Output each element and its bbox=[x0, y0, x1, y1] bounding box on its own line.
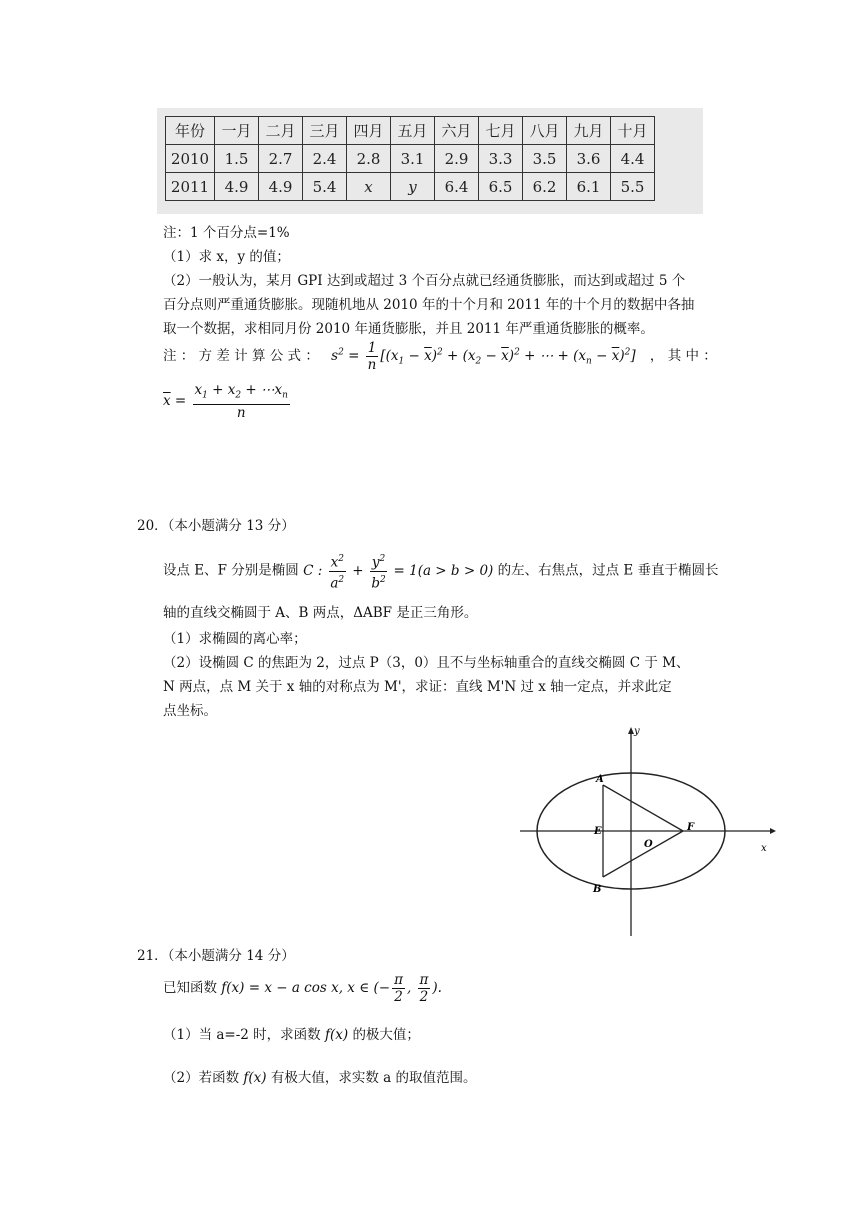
q21-heading: 21．（本小题满分 14 分） bbox=[137, 948, 295, 964]
table-cell: 四月 bbox=[347, 117, 391, 145]
q19-part2-line3: 取一个数据，求相同月份 2010 年通货膨胀，并且 2011 年严重通货膨胀的概率。 bbox=[163, 321, 654, 337]
table-cell: 2.7 bbox=[259, 145, 303, 173]
table-header-row bbox=[166, 117, 655, 145]
table-cell: 3.6 bbox=[567, 145, 611, 173]
label-f: F bbox=[687, 822, 695, 833]
table-cell: 5.5 bbox=[611, 173, 655, 201]
function-definition: f(x) = x − a cos x, x ∈ (− $\frac{\pi}{2}$ , $\frac{\pi}{2}$ ). bbox=[221, 972, 442, 1005]
table-cell: 六月 bbox=[435, 117, 479, 145]
q20-part2-line1: （2）设椭圆 C 的焦距为 2，过点 P（3，0）且不与坐标轴重合的直线交椭圆 C 于 M、 bbox=[163, 655, 690, 671]
table-cell: 2.9 bbox=[435, 145, 479, 173]
ellipse-equation: C : $\frac{x^2}{a^2}$ + $\frac{y^2}{b^2}$ = 1(a > b > 0) bbox=[303, 563, 493, 579]
table-cell: 九月 bbox=[567, 117, 611, 145]
table-cell: 七月 bbox=[479, 117, 523, 145]
fx-symbol: f(x) bbox=[243, 1070, 267, 1086]
formula-tail: ， 其 中 ： bbox=[649, 348, 717, 364]
table-cell: 3.5 bbox=[523, 145, 567, 173]
q20-line1-b: 的左、右焦点，过点 E 垂直于椭圆长 bbox=[497, 562, 719, 579]
variance-formula-line bbox=[163, 340, 717, 373]
table-cell: 2.8 bbox=[347, 145, 391, 173]
q21-part1 bbox=[163, 1023, 420, 1043]
table-cell: 五月 bbox=[391, 117, 435, 145]
table-cell: 4.9 bbox=[259, 173, 303, 201]
q21-part2-a: （2）若函数 bbox=[163, 1070, 240, 1086]
table-cell: 3.3 bbox=[479, 145, 523, 173]
q21-part1-b: 的极大值； bbox=[352, 1027, 420, 1043]
table-cell: 6.4 bbox=[435, 173, 479, 201]
q19-part2-line2: 百分点则严重通货膨胀。现随机地从 2010 年的十个月和 2011 年的十个月的数据中各抽 bbox=[163, 297, 695, 313]
q21-line1 bbox=[163, 972, 442, 1005]
label-a: A bbox=[596, 774, 604, 785]
q20-heading: 20．（本小题满分 13 分） bbox=[137, 518, 295, 534]
table-cell: 1.5 bbox=[215, 145, 259, 173]
x-axis-arrow-icon bbox=[770, 828, 776, 834]
table-cell: 八月 bbox=[523, 117, 567, 145]
table-cell: 6.2 bbox=[523, 173, 567, 201]
table-cell: 二月 bbox=[259, 117, 303, 145]
table-cell: 2.4 bbox=[303, 145, 347, 173]
table-cell: 三月 bbox=[303, 117, 347, 145]
formula-label: 注 ： 方 差 计 算 公 式 ： bbox=[163, 348, 319, 364]
table-cell: 6.5 bbox=[479, 173, 523, 201]
note-text: 注：1 个百分点=1% bbox=[163, 225, 290, 241]
label-e: E bbox=[594, 826, 602, 837]
table-cell: 5.4 bbox=[303, 173, 347, 201]
q20-line2: 轴的直线交椭圆于 A、B 两点，ΔABF 是正三角形。 bbox=[163, 605, 478, 621]
segment-af bbox=[603, 785, 683, 831]
q20-line1-a: 设点 E、F 分别是椭圆 bbox=[163, 562, 299, 579]
q20-part1: （1）求椭圆的离心率； bbox=[163, 631, 307, 647]
gpi-table bbox=[165, 116, 655, 201]
q19-part1: （1）求 x，y 的值； bbox=[163, 249, 290, 265]
label-y: y bbox=[634, 726, 640, 737]
q20-part2-line2: N 两点，点 M 关于 x 轴的对称点为 M'，求证：直线 M'N 过 x 轴一定点，并求此定 bbox=[163, 679, 672, 695]
table-cell: 一月 bbox=[215, 117, 259, 145]
table-cell: x bbox=[347, 173, 391, 201]
q19-part2-line1: （2）一般认为，某月 GPI 达到或超过 3 个百分点就已经通货膨胀，而达到或超过 5 个 bbox=[163, 273, 686, 289]
ellipse-diagram bbox=[520, 722, 780, 942]
table-row bbox=[166, 145, 655, 173]
mean-formula: $\overline{x}$ = $\frac{x_1 + x_2 + \cdots x_n}{n}$ bbox=[163, 382, 288, 421]
q21-part1-a: （1）当 a=-2 时，求函数 bbox=[163, 1027, 321, 1043]
table-cell: 4.4 bbox=[611, 145, 655, 173]
table-cell: 十月 bbox=[611, 117, 655, 145]
segment-bf bbox=[603, 831, 683, 877]
table-cell: 4.9 bbox=[215, 173, 259, 201]
table-cell: 3.1 bbox=[391, 145, 435, 173]
label-o: O bbox=[644, 839, 653, 850]
table-cell: 6.1 bbox=[567, 173, 611, 201]
gpi-table-container bbox=[157, 108, 703, 214]
q21-part2 bbox=[163, 1066, 476, 1086]
table-row bbox=[166, 173, 655, 201]
q20-part2-line3: 点坐标。 bbox=[163, 703, 217, 719]
table-cell: 2011 bbox=[166, 173, 215, 201]
q21-part2-b: 有极大值，求实数 a 的取值范围。 bbox=[270, 1070, 477, 1086]
table-cell: 2010 bbox=[166, 145, 215, 173]
fx-symbol: f(x) bbox=[324, 1027, 349, 1043]
variance-formula: $s^2$ = $\frac{1}{n}$ [$(x_1 - \overline{x})^2 + (x_2 - \overline{x})^2$ + ⋯ + $(x_n - \overline{x})^2$] bbox=[331, 340, 636, 373]
table-cell: y bbox=[391, 173, 435, 201]
q20-line1 bbox=[163, 551, 719, 591]
label-b: B bbox=[593, 884, 602, 895]
q21-line1-text: 已知函数 bbox=[163, 980, 217, 996]
label-x: x bbox=[761, 843, 767, 854]
table-cell: 年份 bbox=[166, 117, 215, 145]
